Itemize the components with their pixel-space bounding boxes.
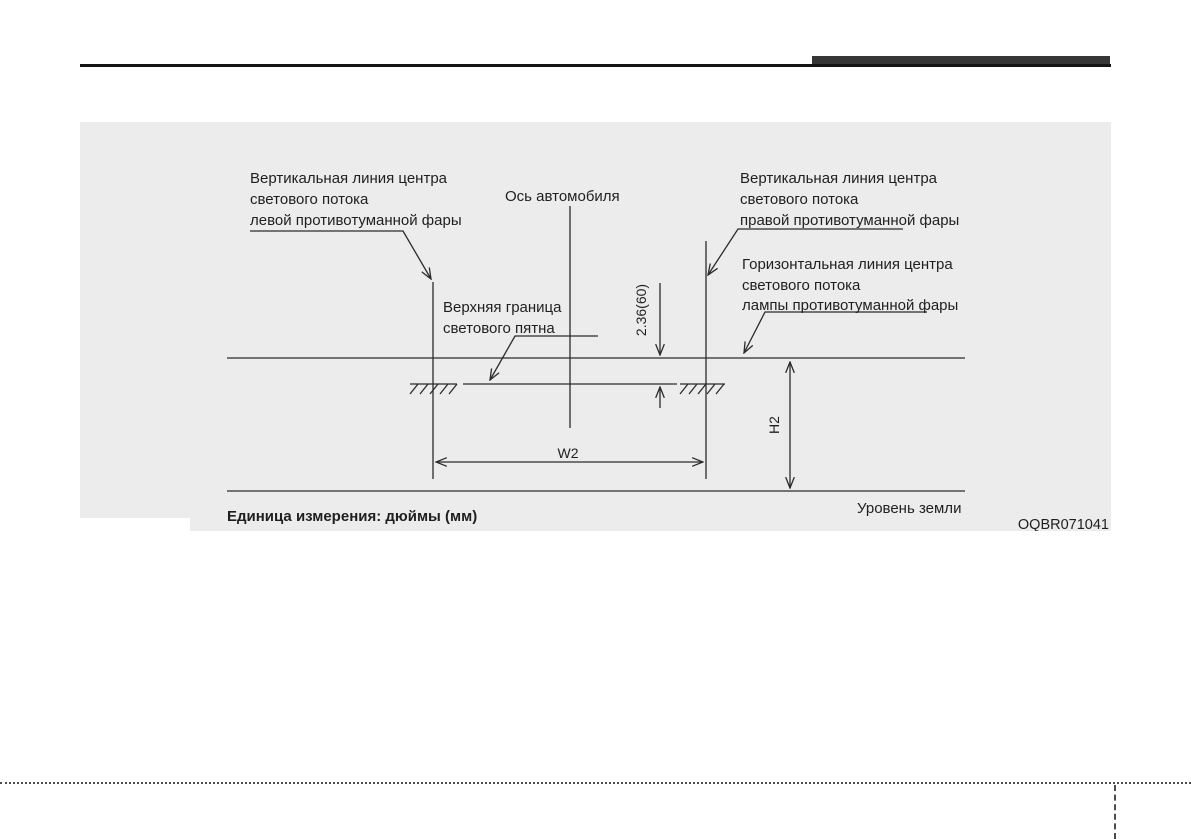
h2-dimension-label: H2	[766, 416, 782, 434]
header-rule	[80, 64, 1111, 67]
offset-dimension-value: 2.36(60)	[633, 283, 649, 337]
left-lamp-label-leader	[250, 231, 431, 279]
light-spot-label-line2: светового пятна	[443, 320, 555, 337]
light-spot-label	[443, 299, 562, 337]
horizontal-label-line1: Горизонтальная линия центра	[742, 256, 953, 273]
right-lamp-label-line1: Вертикальная линия центра	[740, 170, 938, 187]
right-lamp-label-line3: правой противотуманной фары	[740, 212, 960, 229]
right-lamp-label-line2: светового потока	[740, 191, 859, 208]
units-note: Единица измерения: дюймы (мм)	[227, 508, 478, 525]
page-break-vertical-dash	[1114, 785, 1116, 839]
figure-code: OQBR071041	[1017, 517, 1109, 531]
left-lamp-label	[250, 170, 462, 229]
w2-dimension-label: W2	[557, 445, 579, 461]
scan-notch	[80, 518, 190, 531]
fog-lamp-aiming-diagram	[80, 122, 1111, 531]
fog-lamp-aiming-figure	[80, 122, 1111, 531]
ground-level-label: Уровень земли	[857, 500, 962, 517]
header-section-bar	[812, 56, 1110, 64]
vehicle-axis-label: Ось автомобиля	[505, 188, 620, 205]
horizontal-label-line2: светового потока	[742, 277, 861, 294]
right-ground-hatch	[680, 384, 725, 394]
left-lamp-label-line1: Вертикальная линия центра	[250, 170, 448, 187]
left-lamp-label-line3: левой противотуманной фары	[250, 212, 462, 229]
light-spot-label-line1: Верхняя граница	[443, 299, 562, 316]
horizontal-line-label-leader	[744, 312, 927, 353]
left-lamp-label-line2: светового потока	[250, 191, 369, 208]
page-break-dotted-line	[0, 782, 1191, 784]
horizontal-label-line3: лампы противотуманной фары	[742, 297, 959, 314]
horizontal-center-line-label	[742, 256, 958, 314]
right-lamp-label	[740, 170, 959, 229]
